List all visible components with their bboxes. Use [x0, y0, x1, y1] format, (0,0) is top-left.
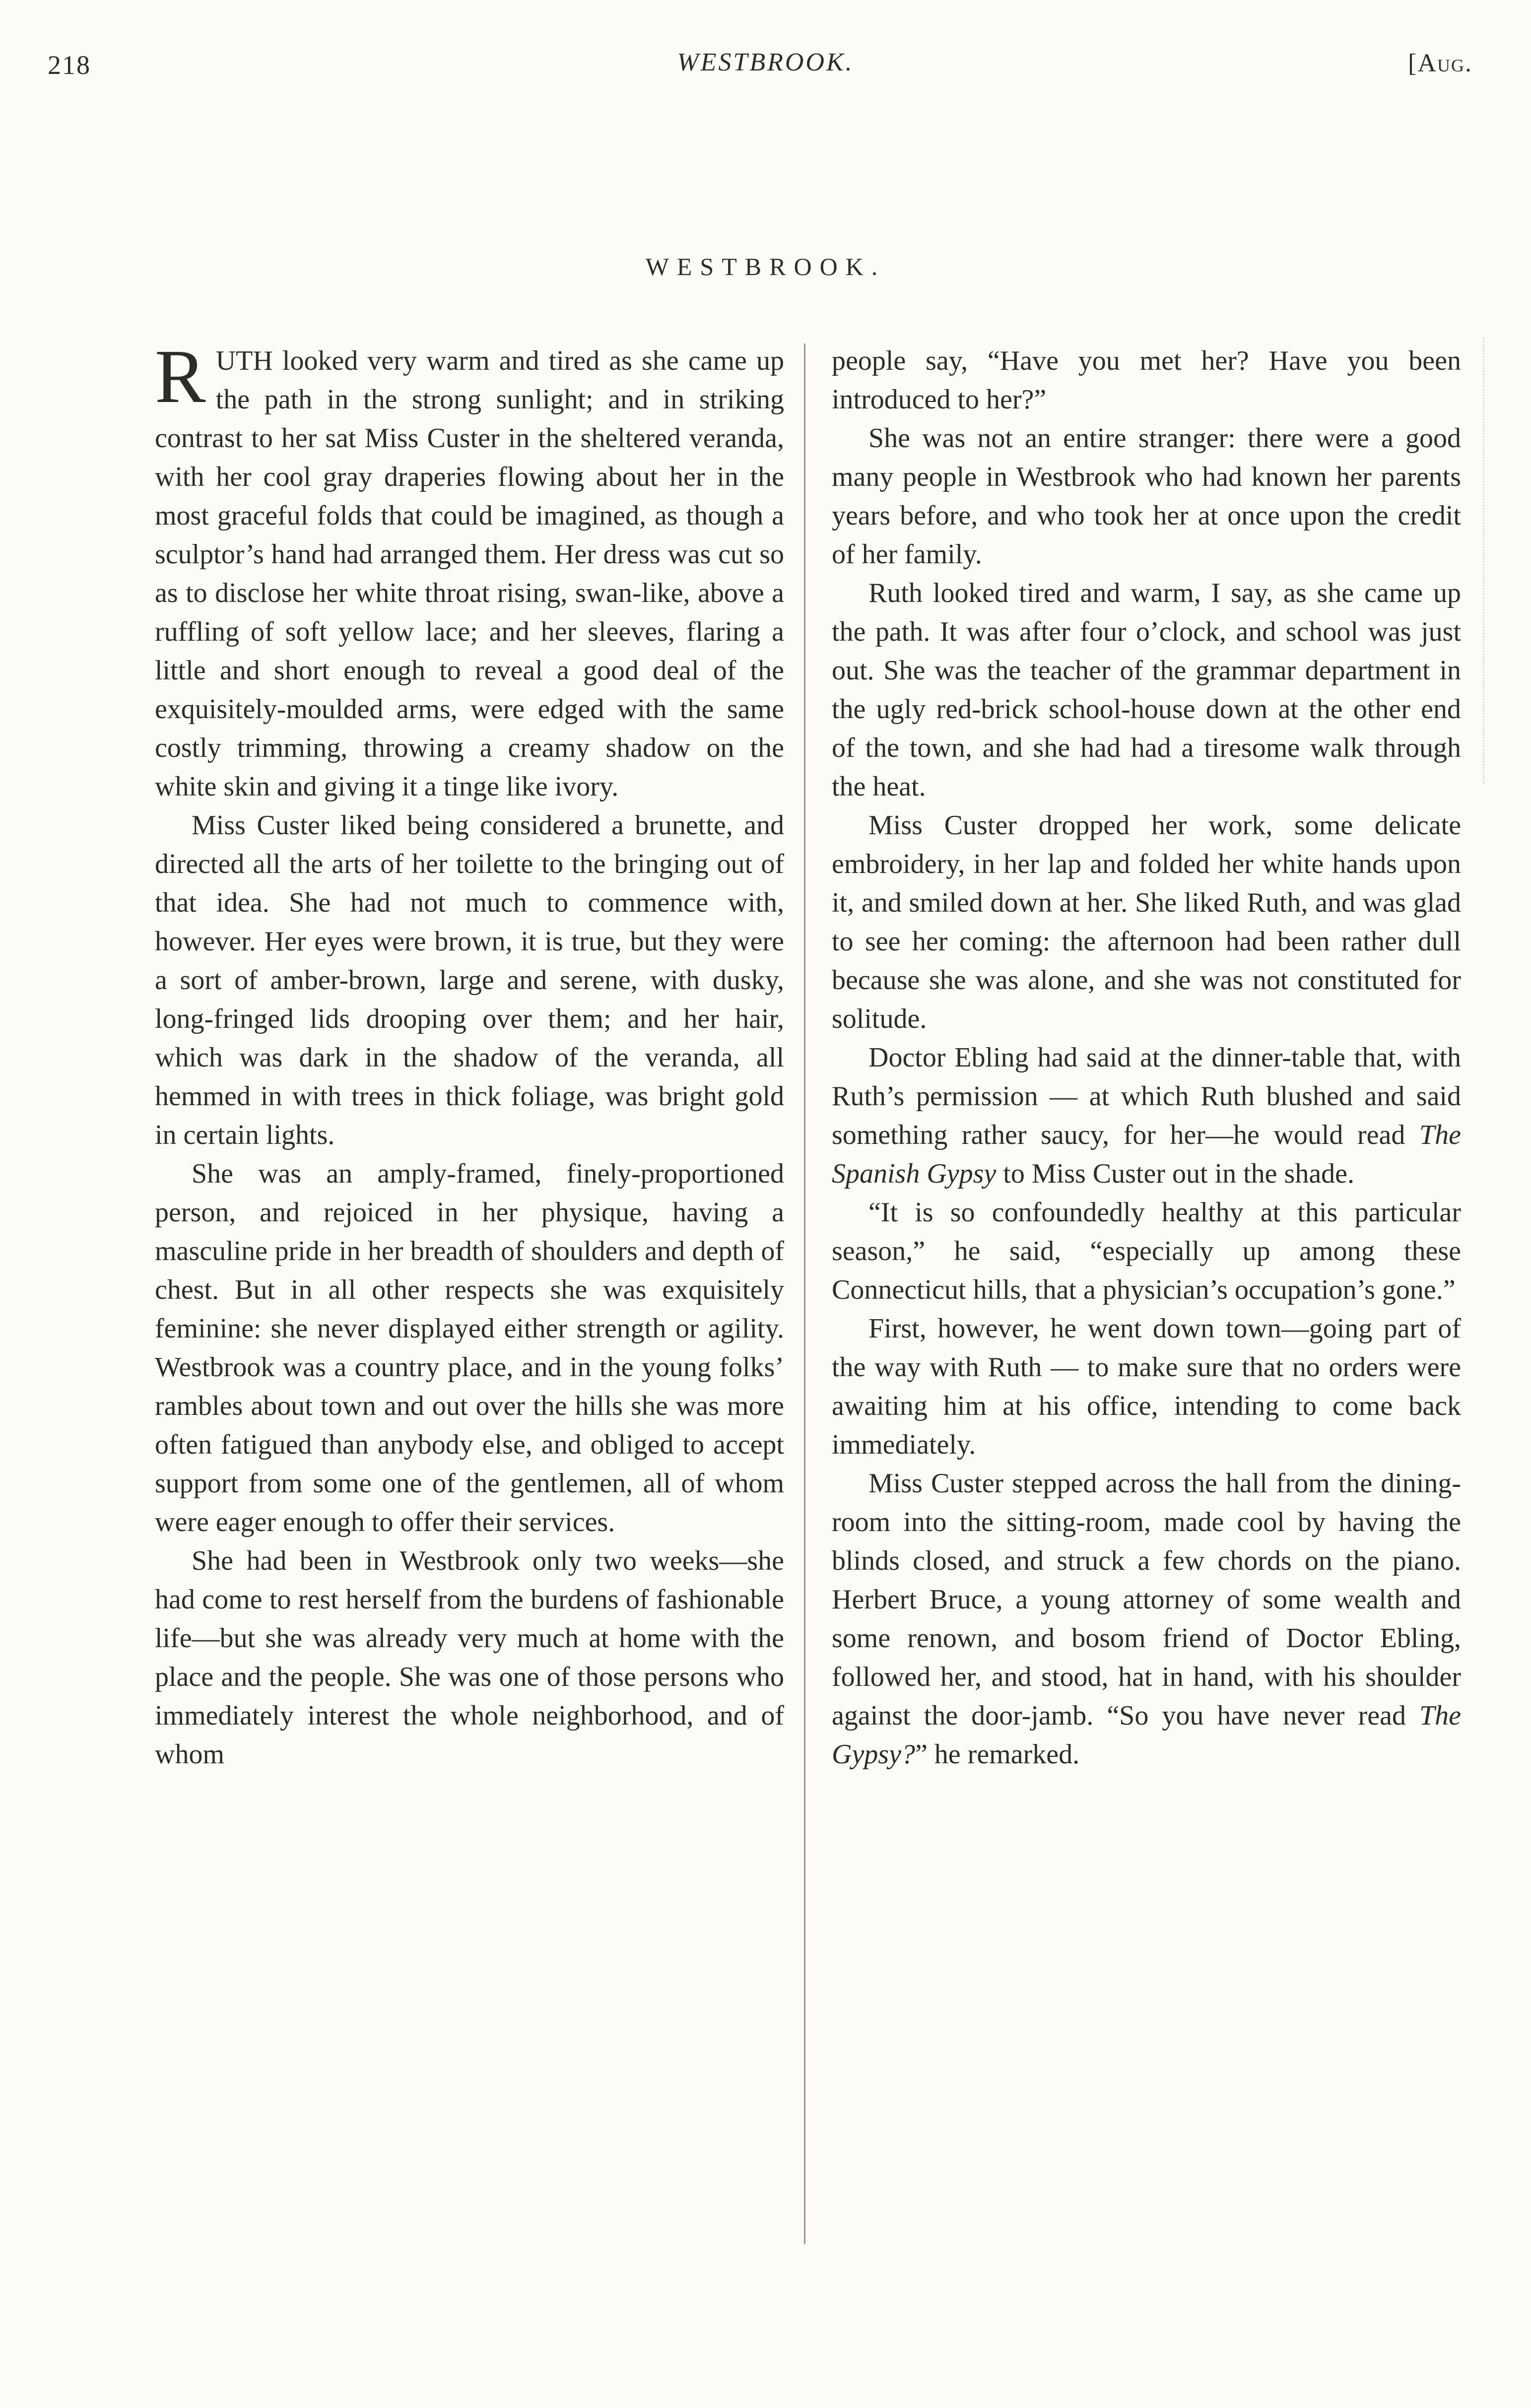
paragraph: [832, 806, 1461, 1038]
paragraph: [832, 419, 1461, 574]
text-run: to Miss Custer out in the shade.: [996, 1158, 1355, 1189]
drop-cap: R: [155, 334, 206, 419]
paragraph: [832, 1193, 1461, 1309]
text-run: First, however, he went down town—going part of the way with Ruth — to make sure that no orders were awaiting him at his office, intending to come back immediately.: [832, 1313, 1461, 1460]
text-run: “It is so confoundedly healthy at this particular season,” he said, “especially up among these Connecticut hills, that a physician’s occupation’s gone.”: [832, 1197, 1461, 1305]
left-text-column: [155, 334, 784, 1774]
paragraph: [155, 334, 784, 806]
italic-text-run: The Spanish Gypsy: [832, 1120, 1461, 1189]
text-run: Miss Custer stepped across the hall from the dining-room into the sitting-room, made cool by having the blinds closed, and struck a few chords on the piano. Herbert Bruce, a young attorney of some wealth and some renown, and bosom friend of Doctor Ebling, followed her, and stood, hat in hand, with his shoulder against the door-jamb. “So you have never read: [832, 1468, 1461, 1731]
text-run: ” he remarked.: [915, 1739, 1080, 1770]
paragraph: [832, 1464, 1461, 1774]
text-run: UTH looked very warm and tired as she came up the path in the strong sunlight; and in striking contrast to her sat Miss Custer in the sheltered veranda, with her cool gray draperies flowing about her in the most graceful folds that could be imagined, as though a sculptor’s hand had arranged them. Her dress was cut so as to disclose her white throat rising, swan-like, above a ruffling of soft yellow lace; and her sleeves, flaring a little and short enough to reveal a good deal of the exquisitely-moulded arms, were edged with the same costly trimming, throwing a creamy shadow on the white skin and giving it a tinge like ivory.: [155, 345, 784, 802]
italic-text-run: The Gypsy?: [832, 1700, 1461, 1770]
article-title: WESTBROOK.: [645, 253, 886, 280]
running-title: WESTBROOK.: [677, 48, 854, 76]
issue-month-label: [Aug.: [1408, 49, 1472, 77]
text-run: Miss Custer liked being considered a brunette, and directed all the arts of her toilette to the bringing out of that idea. She had not much to commence with, however. Her eyes were brown, it is true, but they were a sort of amber-brown, large and serene, with dusky, long-fringed lids drooping over them; and her hair, which was dark in the shadow of the veranda, all hemmed in with trees in thick foliage, was bright gold in certain lights.: [155, 810, 784, 1150]
scan-edge-artifact: [1483, 337, 1484, 784]
text-run: She had been in Westbrook only two weeks—she had come to rest herself from the burdens of fashionable life—but she was already very much at home with the place and the people. She was one of those persons who immediately interest the whole neighborhood, and of whom: [155, 1545, 784, 1770]
text-run: Miss Custer dropped her work, some delicate embroidery, in her lap and folded her white hands upon it, and smiled down at her. She liked Ruth, and was glad to see her coming: the afternoon had been rather dull because she was alone, and she was not constituted for solitude.: [832, 810, 1461, 1034]
text-run: Ruth looked tired and warm, I say, as she came up the path. It was after four o’clock, and school was just out. She was the teacher of the grammar department in the ugly red-brick school-house down at the other end of the town, and she had had a tiresome walk through the heat.: [832, 578, 1461, 802]
right-text-column: [832, 341, 1461, 1774]
paragraph: [832, 341, 1461, 419]
text-run: Doctor Ebling had said at the dinner-table that, with Ruth’s permission — at which Ruth blushed and said something rather saucy, for her—he would read: [832, 1042, 1461, 1150]
paragraph: [155, 1154, 784, 1541]
text-run: She was an amply-framed, finely-proportioned person, and rejoiced in her physique, having a masculine pride in her breadth of shoulders and depth of chest. But in all other respects she was exquisitely feminine: she never displayed either strength or agility. Westbrook was a country place, and in the young folks’ rambles about town and out over the hills she was more often fatigued than anybody else, and obliged to accept support from some one of the gentlemen, all of whom were eager enough to offer their services.: [155, 1158, 784, 1538]
text-run: people say, “Have you met her? Have you been introduced to her?”: [832, 345, 1461, 415]
page-number: 218: [48, 50, 91, 80]
paragraph: [832, 574, 1461, 806]
paragraph: [155, 1541, 784, 1774]
paragraph: [832, 1309, 1461, 1464]
paragraph: [155, 806, 784, 1154]
text-run: She was not an entire stranger: there were a good many people in Westbrook who had known her parents years before, and who took her at once upon the credit of her family.: [832, 423, 1461, 570]
column-divider-rule: [804, 343, 805, 2244]
paragraph: [832, 1038, 1461, 1193]
